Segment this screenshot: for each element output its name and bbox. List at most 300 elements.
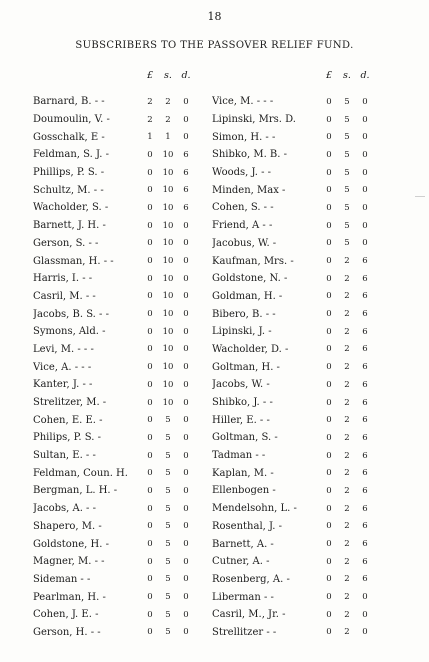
shillings-value: 10 <box>162 167 174 178</box>
shillings-value: 2 <box>344 291 350 302</box>
pence-value: 6 <box>362 344 368 355</box>
subscriber-row <box>33 553 203 571</box>
subscriber-row <box>33 606 203 624</box>
pounds-value: 0 <box>147 326 153 337</box>
pence-value: 0 <box>183 132 189 143</box>
pence-value: 6 <box>362 450 368 461</box>
subscriber-row <box>212 571 382 589</box>
subscriber-name: Barnett, J. H. - <box>33 220 106 232</box>
pounds-value: 0 <box>326 362 332 373</box>
pence-value: 0 <box>183 379 189 390</box>
shillings-value: 5 <box>165 521 171 532</box>
subscriber-name: Minden, Max - <box>212 184 286 196</box>
pounds-value: 0 <box>147 256 153 267</box>
shillings-value: 5 <box>165 556 171 567</box>
pence-value: 0 <box>183 114 189 125</box>
subscriber-row <box>212 128 382 146</box>
shillings-value: 5 <box>165 592 171 603</box>
subscriber-name: Goltman, S. - <box>212 432 278 444</box>
shillings-value: 2 <box>344 397 350 408</box>
pounds-value: 0 <box>326 344 332 355</box>
pence-value: 0 <box>183 539 189 550</box>
subscriber-name: Kaplan, M. - <box>212 467 274 479</box>
shillings-value: 5 <box>165 468 171 479</box>
pounds-value: 0 <box>147 309 153 320</box>
pounds-value: 0 <box>326 291 332 302</box>
pence-value: 0 <box>183 450 189 461</box>
pence-value: 6 <box>362 432 368 443</box>
subscriber-name: Rosenthal, J. - <box>212 520 282 532</box>
shillings-value: 10 <box>162 379 174 390</box>
pounds-value: 0 <box>326 450 332 461</box>
pence-value: 0 <box>183 238 189 249</box>
subscriber-name: Jacobs, W. - <box>212 379 270 391</box>
pounds-value: 0 <box>326 432 332 443</box>
pence-value: 0 <box>183 415 189 426</box>
subscriber-name: Feldman, Coun. H. <box>33 467 128 479</box>
pence-value: 6 <box>362 415 368 426</box>
subscriber-row <box>33 518 203 536</box>
subscriber-row <box>33 588 203 606</box>
subscriber-name: Vice, M. - - - <box>212 96 274 108</box>
pence-value: 6 <box>362 309 368 320</box>
pence-value: 6 <box>362 539 368 550</box>
subscriber-row <box>33 288 203 306</box>
subscriber-row <box>33 341 203 359</box>
subscriber-row <box>33 146 203 164</box>
pounds-value: 0 <box>326 485 332 496</box>
pence-header: d. <box>360 69 370 81</box>
pence-value: 0 <box>183 309 189 320</box>
subscriber-name: Shapero, M. - <box>33 520 102 532</box>
pounds-value: 0 <box>326 627 332 638</box>
shillings-header: s. <box>164 69 172 81</box>
subscriber-name: Cohen, J. E. - <box>33 609 99 621</box>
subscriber-row <box>212 624 382 642</box>
shillings-value: 10 <box>162 238 174 249</box>
subscriber-row <box>33 111 203 129</box>
subscriber-row <box>212 217 382 235</box>
shillings-value: 2 <box>344 521 350 532</box>
shillings-value: 2 <box>344 344 350 355</box>
subscriber-row <box>212 164 382 182</box>
pounds-value: 0 <box>326 114 332 125</box>
subscriber-name: Rosenberg, A. - <box>212 573 290 585</box>
subscriber-name: Gerson, S. - - <box>33 237 99 249</box>
shillings-value: 2 <box>344 450 350 461</box>
pence-value: 0 <box>362 220 368 231</box>
shillings-value: 2 <box>344 415 350 426</box>
subscriber-name: Strelitzer, M. - <box>33 397 107 409</box>
shillings-value: 2 <box>344 273 350 284</box>
subscriber-row <box>33 199 203 217</box>
pence-value: 0 <box>362 114 368 125</box>
subscriber-name: Goldstone, H. - <box>33 538 109 550</box>
subscriber-name: Goldman, H. - <box>212 290 283 302</box>
pounds-value: 0 <box>326 574 332 585</box>
pounds-value: 0 <box>147 149 153 160</box>
shillings-value: 2 <box>344 256 350 267</box>
subscriber-row <box>33 270 203 288</box>
pence-value: 6 <box>362 291 368 302</box>
subscriber-name: Jacobs, A. - - <box>33 503 96 515</box>
shillings-value: 5 <box>344 167 350 178</box>
shillings-value: 5 <box>344 96 350 107</box>
subscriber-row <box>33 482 203 500</box>
shillings-value: 10 <box>162 273 174 284</box>
pounds-value: 0 <box>326 415 332 426</box>
pounds-value: 0 <box>147 450 153 461</box>
subscriber-name: Schultz, M. - - <box>33 184 104 196</box>
pounds-value: 0 <box>147 273 153 284</box>
subscriber-row <box>33 535 203 553</box>
shillings-value: 2 <box>165 114 171 125</box>
subscriber-row <box>212 606 382 624</box>
subscriber-row <box>212 93 382 111</box>
subscriber-name: Pearlman, H. - <box>33 591 106 603</box>
shillings-value: 2 <box>344 485 350 496</box>
shillings-value: 10 <box>162 202 174 213</box>
subscriber-row <box>212 535 382 553</box>
subscriber-row <box>33 447 203 465</box>
pence-value: 6 <box>362 379 368 390</box>
shillings-value: 10 <box>162 185 174 196</box>
subscriber-name: Jacobus, W. - <box>212 237 277 249</box>
shillings-value: 10 <box>162 344 174 355</box>
subscriber-row <box>212 411 382 429</box>
subscriber-row <box>33 358 203 376</box>
pence-value: 0 <box>183 344 189 355</box>
subscriber-row <box>212 341 382 359</box>
shillings-value: 2 <box>344 362 350 373</box>
subscriber-name: Gerson, H. - - <box>33 626 101 638</box>
subscriber-row <box>212 146 382 164</box>
shillings-value: 2 <box>344 468 350 479</box>
subscriber-name: Ellenbogen - <box>212 485 276 497</box>
pence-value: 6 <box>362 326 368 337</box>
subscriber-name: Harris, I. - - <box>33 273 93 285</box>
pounds-value: 0 <box>147 485 153 496</box>
subscriber-row <box>212 252 382 270</box>
pounds-value: 0 <box>147 539 153 550</box>
subscriber-row <box>212 235 382 253</box>
shillings-value: 5 <box>344 202 350 213</box>
shillings-value: 5 <box>165 503 171 514</box>
shillings-value: 5 <box>165 485 171 496</box>
pence-value: 6 <box>362 485 368 496</box>
subscriber-list-left <box>33 93 203 641</box>
pounds-value: 0 <box>326 326 332 337</box>
pounds-value: 0 <box>147 362 153 373</box>
subscriber-row <box>33 235 203 253</box>
subscriber-row <box>33 128 203 146</box>
pounds-value: 0 <box>147 503 153 514</box>
subscriber-row <box>33 164 203 182</box>
subscriber-name: Jacobs, B. S. - - <box>33 308 109 320</box>
pence-value: 0 <box>362 627 368 638</box>
shillings-value: 5 <box>344 114 350 125</box>
subscriber-name: Wacholder, S. - <box>33 202 109 214</box>
subscriber-name: Lipinski, Mrs. D. <box>212 114 296 126</box>
pounds-value: 0 <box>147 397 153 408</box>
pounds-value: 0 <box>326 468 332 479</box>
pounds-value: 2 <box>147 114 153 125</box>
subscriber-name: Friend, A - - <box>212 220 273 232</box>
shillings-value: 5 <box>344 220 350 231</box>
pence-value: 0 <box>183 291 189 302</box>
pounds-value: 0 <box>326 556 332 567</box>
shillings-value: 5 <box>165 627 171 638</box>
pounds-value: 0 <box>147 238 153 249</box>
pence-value: 6 <box>183 202 189 213</box>
pounds-value: 0 <box>147 291 153 302</box>
pence-value: 0 <box>362 592 368 603</box>
pounds-value: 2 <box>147 96 153 107</box>
pounds-value: 0 <box>326 220 332 231</box>
shillings-value: 5 <box>165 415 171 426</box>
subscriber-name: Vice, A. - - - <box>33 361 92 373</box>
subscriber-name: Philips, P. S. - <box>33 432 101 444</box>
subscriber-name: Goltman, H. - <box>212 361 280 373</box>
pence-value: 0 <box>362 132 368 143</box>
pence-value: 6 <box>362 574 368 585</box>
subscriber-row <box>33 500 203 518</box>
pounds-value: 0 <box>326 309 332 320</box>
pence-value: 0 <box>183 326 189 337</box>
pounds-value: 0 <box>326 132 332 143</box>
pence-value: 0 <box>183 574 189 585</box>
subscriber-row <box>212 270 382 288</box>
pence-value: 6 <box>362 256 368 267</box>
pounds-value: 0 <box>147 185 153 196</box>
shillings-header: s. <box>343 69 351 81</box>
subscriber-name: Sideman - - <box>33 573 91 585</box>
shillings-value: 2 <box>344 574 350 585</box>
subscriber-name: Doumoulin, V. - <box>33 114 110 126</box>
subscriber-name: Kanter, J. - - <box>33 379 93 391</box>
subscriber-row <box>33 93 203 111</box>
shillings-value: 5 <box>165 574 171 585</box>
pounds-value: 0 <box>326 539 332 550</box>
subscriber-name: Casril, M. - - <box>33 290 96 302</box>
pence-value: 6 <box>362 362 368 373</box>
pounds-value: 0 <box>147 556 153 567</box>
subscriber-row <box>212 323 382 341</box>
pounds-value: 0 <box>326 592 332 603</box>
subscriber-row <box>33 429 203 447</box>
subscriber-name: Symons, Ald. - <box>33 326 106 338</box>
subscriber-name: Simon, H. - - <box>212 131 276 143</box>
pounds-value: 0 <box>147 432 153 443</box>
shillings-value: 2 <box>344 592 350 603</box>
shillings-value: 5 <box>344 132 350 143</box>
pence-value: 6 <box>362 397 368 408</box>
subscriber-name: Wacholder, D. - <box>212 343 289 355</box>
subscriber-name: Magner, M. - - <box>33 556 105 568</box>
subscriber-name: Cutner, A. - <box>212 556 270 568</box>
subscriber-name: Feldman, S. J. - <box>33 149 109 161</box>
pounds-value: 0 <box>326 202 332 213</box>
pounds-value: 0 <box>326 96 332 107</box>
pounds-value: 0 <box>326 167 332 178</box>
shillings-value: 2 <box>344 379 350 390</box>
subscriber-name: Mendelsohn, L. - <box>212 503 297 515</box>
pounds-value: 0 <box>326 503 332 514</box>
pence-value: 0 <box>362 185 368 196</box>
subscriber-name: Cohen, S. - - <box>212 202 274 214</box>
subscriber-row <box>212 482 382 500</box>
subscriber-row <box>212 181 382 199</box>
pence-value: 0 <box>362 167 368 178</box>
pence-value: 0 <box>183 256 189 267</box>
subscriber-row <box>33 181 203 199</box>
pence-value: 6 <box>183 185 189 196</box>
subscriber-list-right <box>212 93 382 641</box>
subscriber-name: Casril, M., Jr. - <box>212 609 286 621</box>
pence-value: 6 <box>362 521 368 532</box>
shillings-value: 2 <box>344 309 350 320</box>
pence-value: 0 <box>183 592 189 603</box>
pounds-value: 0 <box>147 574 153 585</box>
pounds-value: 0 <box>326 379 332 390</box>
pounds-value: 0 <box>147 592 153 603</box>
pence-value: 6 <box>362 468 368 479</box>
page-mark <box>415 196 425 197</box>
pounds-header: £ <box>146 69 154 81</box>
pounds-value: 0 <box>326 185 332 196</box>
column-header <box>33 68 203 82</box>
subscriber-name: Liberman - - <box>212 591 274 603</box>
subscriber-row <box>212 553 382 571</box>
subscriber-column-left <box>33 68 203 641</box>
pounds-header: £ <box>325 69 333 81</box>
pence-value: 6 <box>362 503 368 514</box>
subscriber-name: Woods, J. - - <box>212 167 272 179</box>
pounds-value: 1 <box>147 132 153 143</box>
subscriber-row <box>212 305 382 323</box>
subscriber-row <box>212 447 382 465</box>
pence-value: 0 <box>183 273 189 284</box>
pence-value: 6 <box>183 167 189 178</box>
subscriber-name: Bibero, B. - - <box>212 308 276 320</box>
shillings-value: 5 <box>165 432 171 443</box>
subscriber-name: Gosschalk, E - <box>33 131 105 143</box>
shillings-value: 2 <box>344 609 350 620</box>
shillings-value: 10 <box>162 291 174 302</box>
pence-value: 0 <box>183 503 189 514</box>
pence-value: 6 <box>362 556 368 567</box>
subscriber-name: Lipinski, J. - <box>212 326 272 338</box>
column-header <box>212 68 382 82</box>
subscriber-row <box>33 394 203 412</box>
pence-value: 0 <box>183 397 189 408</box>
subscriber-name: Shibko, M. B. - <box>212 149 288 161</box>
pence-value: 0 <box>183 627 189 638</box>
pence-value: 0 <box>183 96 189 107</box>
shillings-value: 5 <box>344 185 350 196</box>
shillings-value: 5 <box>344 149 350 160</box>
subscriber-column-right <box>212 68 382 641</box>
subscriber-name: Bergman, L. H. - <box>33 485 118 497</box>
pounds-value: 0 <box>326 609 332 620</box>
shillings-value: 10 <box>162 397 174 408</box>
subscriber-row <box>33 624 203 642</box>
pence-value: 0 <box>183 468 189 479</box>
shillings-value: 2 <box>344 627 350 638</box>
pounds-value: 0 <box>147 202 153 213</box>
shillings-value: 2 <box>344 556 350 567</box>
shillings-value: 10 <box>162 326 174 337</box>
pence-value: 0 <box>362 609 368 620</box>
pence-value: 0 <box>183 556 189 567</box>
shillings-value: 1 <box>165 132 171 143</box>
pounds-value: 0 <box>147 521 153 532</box>
subscriber-row <box>212 518 382 536</box>
pounds-value: 0 <box>147 379 153 390</box>
pence-value: 0 <box>183 432 189 443</box>
pounds-value: 0 <box>147 468 153 479</box>
subscriber-row <box>33 305 203 323</box>
subscriber-row <box>212 376 382 394</box>
pounds-value: 0 <box>147 415 153 426</box>
shillings-value: 2 <box>344 539 350 550</box>
shillings-value: 10 <box>162 309 174 320</box>
subscriber-name: Kaufman, Mrs. - <box>212 255 294 267</box>
subscriber-row <box>33 571 203 589</box>
subscriber-row <box>33 464 203 482</box>
subscriber-name: Strellitzer - - <box>212 626 277 638</box>
pence-value: 0 <box>362 149 368 160</box>
subscriber-name: Shibko, J. - - <box>212 397 273 409</box>
subscriber-row <box>212 429 382 447</box>
page-number: 18 <box>207 10 222 23</box>
pence-value: 0 <box>362 238 368 249</box>
shillings-value: 10 <box>162 220 174 231</box>
pounds-value: 0 <box>147 220 153 231</box>
subscriber-row <box>212 358 382 376</box>
pence-value: 0 <box>183 521 189 532</box>
pounds-value: 0 <box>326 149 332 160</box>
subscriber-name: Hiller, E. - - <box>212 414 270 426</box>
pence-value: 0 <box>183 220 189 231</box>
pence-value: 0 <box>183 609 189 620</box>
subscriber-name: Barnard, B. - - <box>33 96 105 108</box>
subscriber-name: Goldstone, N. - <box>212 273 288 285</box>
pounds-value: 0 <box>147 167 153 178</box>
pounds-value: 0 <box>326 521 332 532</box>
pounds-value: 0 <box>147 344 153 355</box>
shillings-value: 2 <box>165 96 171 107</box>
pence-value: 0 <box>362 96 368 107</box>
shillings-value: 10 <box>162 149 174 160</box>
pence-value: 0 <box>362 202 368 213</box>
subscriber-name: Tadman - - <box>212 450 266 462</box>
subscriber-name: Phillips, P. S. - <box>33 167 105 179</box>
pounds-value: 0 <box>147 609 153 620</box>
shillings-value: 10 <box>162 256 174 267</box>
subscriber-name: Cohen, E. E. - <box>33 414 103 426</box>
subscriber-row <box>33 411 203 429</box>
shillings-value: 5 <box>344 238 350 249</box>
pounds-value: 0 <box>326 397 332 408</box>
shillings-value: 5 <box>165 609 171 620</box>
subscriber-row <box>212 111 382 129</box>
pence-value: 6 <box>183 149 189 160</box>
pounds-value: 0 <box>326 273 332 284</box>
shillings-value: 5 <box>165 539 171 550</box>
shillings-value: 2 <box>344 503 350 514</box>
subscriber-row <box>33 252 203 270</box>
